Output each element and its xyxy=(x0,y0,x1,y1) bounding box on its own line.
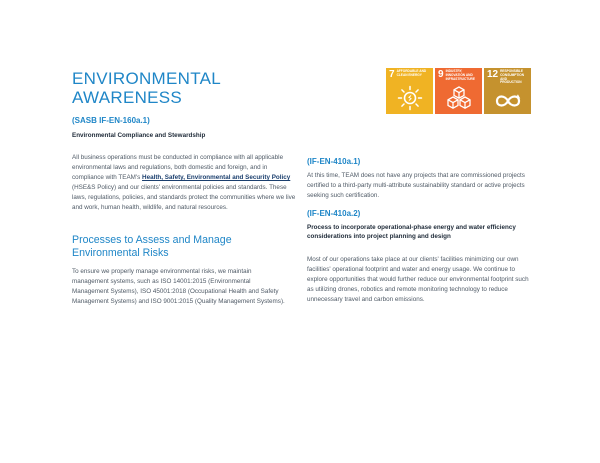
compliance-paragraph xyxy=(72,153,296,214)
risk-heading-line1: Processes to Assess and Manage xyxy=(72,234,232,246)
page-title-line1: ENVIRONMENTAL xyxy=(72,69,222,88)
sasb-code-label: (SASB IF-EN-160a.1) xyxy=(72,116,150,125)
sdg-number: 7 xyxy=(389,69,395,80)
compliance-text-start: All business operations must be conducted in compliance with all applicable environmental laws and regulations, both domestic and foreign, and in compliance with TEAM's xyxy=(72,154,284,182)
compliance-subheading: Environmental Compliance and Stewardship xyxy=(72,132,206,139)
sdg-tile-7 xyxy=(386,68,433,114)
operations-paragraph: Most of our operations take place at our clients' facilities minimizing our own facilities' operational footprint and water and energy usage. We continue to explore opportunities that would further reduce our environmental footprint such as utilizing drones, robotics and remote monitoring technology to reduce unnecessary travel and carbon emissions. xyxy=(307,256,529,304)
page-title-line2: AWARENESS xyxy=(72,88,183,107)
cubes-icon xyxy=(435,85,482,111)
page-title xyxy=(72,69,221,107)
infinity-icon xyxy=(484,91,531,111)
sdg-label: INDUSTRY, INNOVATION AND INFRASTRUCTURE xyxy=(445,69,475,81)
risk-heading-line2: Environmental Risks xyxy=(72,247,169,260)
sun-icon xyxy=(386,85,433,111)
sdg-number: 12 xyxy=(487,69,499,80)
sdg-tile-12 xyxy=(484,68,531,114)
sdg-label: AFFORDABLE AND CLEAN ENERGY xyxy=(396,69,427,77)
if-en-410a1-label: (IF-EN-410a.1) xyxy=(307,157,361,166)
sdg-label: RESPONSIBLE CONSUMPTION AND PRODUCTION xyxy=(500,69,525,85)
hses-policy-link[interactable]: Health, Safety, Environmental and Security Policy xyxy=(142,174,291,182)
risk-paragraph: To ensure we properly manage environmental risks, we maintain management systems, such as ISO 14001:2015 (Environmental Management Systems), ISO 45001:2018 (Occupational Health and Safety Management Systems) and ISO 9001:2015 (Quality Management Systems). xyxy=(72,268,285,306)
risk-section-heading xyxy=(72,234,232,261)
sdg-tiles xyxy=(386,68,531,114)
efficiency-subheading: Process to incorporate operational-phase energy and water efficiency considerations into project planning and design xyxy=(307,224,516,240)
certification-paragraph: At this time, TEAM does not have any projects that are commissioned projects certified to a third-party multi-attribute sustainability standard or active projects seeking such certification. xyxy=(307,172,525,200)
if-en-410a2-label: (IF-EN-410a.2) xyxy=(307,209,361,218)
sdg-tile-9 xyxy=(435,68,482,114)
sdg-number: 9 xyxy=(438,69,444,80)
compliance-text-end: (HSE&S Policy) and our clients' environmental policies and standards. These laws, regulations, policies, and standards protect the communities where we live and work, human health, wildlife, and natural resources. xyxy=(72,184,296,212)
